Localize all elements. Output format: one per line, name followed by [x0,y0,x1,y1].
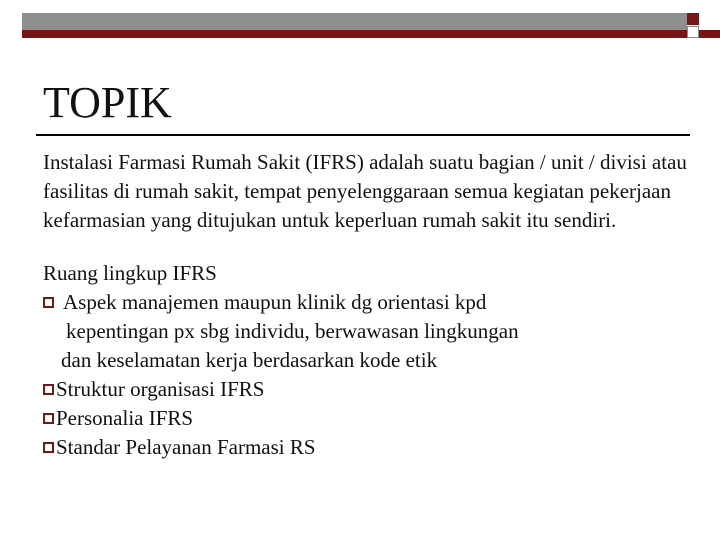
list-item-text: Struktur organisasi IFRS [56,377,265,401]
header-red-bar [22,30,720,38]
header-grey-bar [22,13,687,30]
list-item [43,404,693,433]
list-item-text: Aspek manajemen maupun klinik dg orientasi kpd [63,290,487,314]
slide-body [43,148,693,462]
list-item [43,433,693,462]
square-bullet-icon [43,297,54,308]
corner-square-red [687,13,699,25]
list-item-text: kepentingan px sbg individu, berwawasan lingkungan [66,319,519,343]
list-item [43,288,693,375]
square-bullet-icon [43,384,54,395]
intro-paragraph: Instalasi Farmasi Rumah Sakit (IFRS) adalah suatu bagian / unit / divisi atau fasilitas di rumah sakit, tempat penyelenggaraan semua kegiatan pekerjaan kefarmasian yang ditujukan untuk keperluan rumah sakit itu sendiri. [43,150,687,232]
section-heading: Ruang lingkup IFRS [43,261,217,285]
slide-title: TOPIK [43,78,172,127]
scope-list [43,288,693,462]
square-bullet-icon [43,413,54,424]
square-bullet-icon [43,442,54,453]
list-item [43,375,693,404]
list-item-text: dan keselamatan kerja berdasarkan kode etik [61,348,438,372]
list-item-text: Personalia IFRS [56,406,194,430]
list-item-text: Standar Pelayanan Farmasi RS [56,435,316,459]
corner-square-white [687,26,699,38]
title-underline [36,134,690,136]
